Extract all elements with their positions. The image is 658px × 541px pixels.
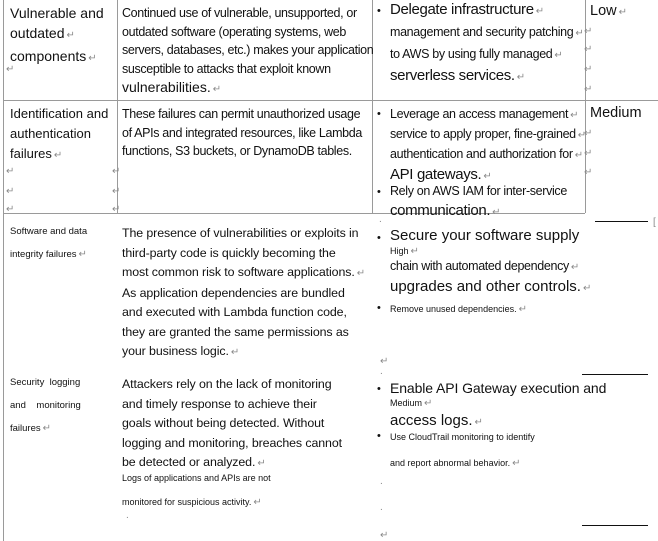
mitigation-item: Remove unused dependencies. ↵ xyxy=(390,304,527,315)
bullet-icon: • xyxy=(377,5,381,17)
bullet-icon: • xyxy=(377,302,381,314)
paragraph-mark: ↵ xyxy=(6,186,15,197)
paragraph-mark: ↵ xyxy=(42,423,52,434)
paragraph-mark: ↵ xyxy=(88,53,97,64)
severity-rule-2 xyxy=(582,374,648,375)
paragraph-mark: ↵ xyxy=(474,417,483,428)
mitigation-item: upgrades and other controls. ↵ xyxy=(390,278,592,295)
risk-description: Continued use of vulnerable, unsupported, or outdated software (operating systems, web servers, databases, etc.) makes your application susceptible to attacks that exploit known vulnerabilities. ↵ xyxy=(122,6,374,96)
paragraph-mark: ↵ xyxy=(53,150,63,161)
risk-name: Identification and authentication failures ↵ xyxy=(10,106,109,161)
bracket-mark: [ xyxy=(653,217,656,228)
risk-description: These failures can permit unauthorized usage of APIs and integrated resources, like Lambda functions, S3 buckets, or DynamoDB tables. xyxy=(122,107,362,159)
paragraph-mark: ↵ xyxy=(66,30,75,41)
paragraph-mark: ↵ xyxy=(6,64,15,75)
paragraph-mark: ↵ xyxy=(535,6,544,17)
dot-mark: . xyxy=(126,510,129,521)
paragraph-mark: ↵ xyxy=(574,150,583,161)
bullet-icon: • xyxy=(377,186,381,198)
paragraph-mark: ↵ xyxy=(584,64,593,75)
paragraph-mark: ↵ xyxy=(253,497,262,508)
paragraph-mark: ↵ xyxy=(570,262,579,273)
paragraph-mark: ↵ xyxy=(6,204,15,215)
mitigation-item: Secure your software supply xyxy=(390,227,580,244)
paragraph-mark: ↵ xyxy=(584,128,593,139)
paragraph-mark: ↵ xyxy=(582,283,592,294)
paragraph-mark: ↵ xyxy=(618,7,627,18)
paragraph-mark: ↵ xyxy=(380,530,389,541)
bullet-icon: • xyxy=(377,232,381,244)
paragraph-mark: ↵ xyxy=(483,171,492,182)
risk-description: Attackers rely on the lack of monitoring and timely response to achieve their goals without being detected. Without logging and monitoring, breaches cannot be detected or analyzed. ↵ xyxy=(122,377,342,469)
paragraph-mark: ↵ xyxy=(380,356,389,367)
risk-description-note: Logs of applications and APIs are not monitored for suspicious activity. ↵ xyxy=(122,473,271,508)
risk-name: Security logging and monitoring failures ↵ xyxy=(10,377,81,434)
dot-mark: . xyxy=(379,214,382,225)
column-divider-1 xyxy=(117,0,118,213)
mitigation-item: Use CloudTrail monitoring to identify xyxy=(390,432,535,442)
bullet-icon: • xyxy=(377,383,381,395)
paragraph-mark: ↵ xyxy=(6,166,15,177)
dot-mark: . xyxy=(380,366,383,377)
paragraph-mark: ↵ xyxy=(492,207,501,218)
paragraph-mark: ↵ xyxy=(410,246,419,257)
row-divider-1 xyxy=(3,100,658,101)
severity-label: High ↵ xyxy=(390,246,419,257)
dot-mark: . xyxy=(380,476,383,487)
paragraph-mark: ↵ xyxy=(112,166,121,177)
paragraph-mark: ↵ xyxy=(584,26,593,37)
paragraph-mark: ↵ xyxy=(584,44,593,55)
paragraph-mark: ↵ xyxy=(512,458,521,469)
paragraph-mark: ↵ xyxy=(584,167,593,178)
paragraph-mark: ↵ xyxy=(257,458,266,469)
paragraph-mark: ↵ xyxy=(424,398,433,409)
paragraph-mark: ↵ xyxy=(112,186,121,197)
bullet-icon: • xyxy=(377,108,381,120)
paragraph-mark: ↵ xyxy=(584,84,593,95)
mitigation-item: Rely on AWS IAM for inter-service communication. ↵ xyxy=(390,184,567,219)
paragraph-mark: ↵ xyxy=(230,347,240,358)
paragraph-mark: ↵ xyxy=(356,268,365,279)
mitigation-item: Enable API Gateway execution and xyxy=(390,380,607,396)
risk-description: The presence of vulnerabilities or exploits in third-party code is quickly becoming the most common risk to software applications. ↵ As application dependencies are bundled and executed with Lambda function code, they are granted the same permissions as your business logic. ↵ xyxy=(122,226,365,358)
table-border-left xyxy=(3,0,4,541)
severity-label: Medium ↵ xyxy=(390,398,433,409)
mitigation-item: chain with automated dependency ↵ xyxy=(390,259,579,273)
mitigation-item: Leverage an access management ↵ service to apply proper, fine-grained ↵ authentication and authorization for ↵ API gateways. ↵ xyxy=(390,107,586,183)
paragraph-mark: ↵ xyxy=(577,130,586,141)
paragraph-mark: ↵ xyxy=(112,204,121,215)
paragraph-mark: ↵ xyxy=(212,84,222,96)
paragraph-mark: ↵ xyxy=(584,148,593,159)
dot-mark: . xyxy=(380,502,383,513)
paragraph-mark: ↵ xyxy=(516,72,525,83)
severity-rule-3 xyxy=(582,525,648,526)
mitigation-item: access logs. ↵ xyxy=(390,412,483,429)
risk-name: Vulnerable and outdated ↵ components ↵ xyxy=(10,5,104,64)
paragraph-mark: ↵ xyxy=(518,304,527,315)
severity-rule-1 xyxy=(595,221,648,222)
mitigation-item: Delegate infrastructure ↵ management and security patching ↵ to AWS by using fully managed ↵ serverless services. ↵ xyxy=(390,1,584,84)
severity-label: Low ↵ xyxy=(590,3,627,19)
paragraph-mark: ↵ xyxy=(570,110,579,121)
risk-name: Software and data integrity failures ↵ xyxy=(10,226,88,260)
severity-label: Medium xyxy=(590,105,642,121)
paragraph-mark: ↵ xyxy=(78,249,87,260)
paragraph-mark: ↵ xyxy=(575,28,584,39)
paragraph-mark: ↵ xyxy=(554,50,563,61)
bullet-icon: • xyxy=(377,430,381,442)
mitigation-item: and report abnormal behavior. ↵ xyxy=(390,458,521,469)
